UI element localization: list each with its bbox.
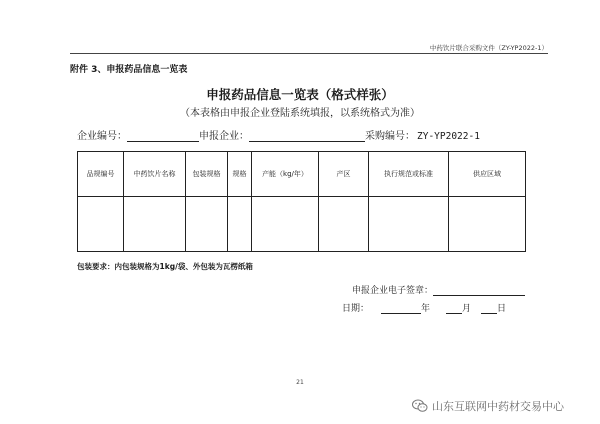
purchase-no-value: ZY-YP2022-1 bbox=[417, 131, 480, 142]
table-cell[interactable] bbox=[124, 197, 186, 252]
signature-label: 申报企业电子签章： bbox=[352, 286, 434, 296]
column-header: 规格 bbox=[228, 152, 252, 197]
watermark bbox=[412, 398, 564, 414]
page-number: 21 bbox=[296, 379, 304, 386]
column-header: 中药饮片名称 bbox=[124, 152, 186, 197]
month-label: 月 bbox=[462, 304, 472, 314]
purchase-no-label: 采购编号： bbox=[365, 131, 415, 142]
date-row bbox=[342, 301, 506, 314]
month-field[interactable] bbox=[446, 302, 462, 314]
table-header-row bbox=[78, 152, 526, 197]
company-field[interactable] bbox=[249, 130, 365, 142]
table-cell[interactable] bbox=[186, 197, 228, 252]
table-cell[interactable] bbox=[252, 197, 319, 252]
column-header: 包装规格 bbox=[186, 152, 228, 197]
column-header: 品规编号 bbox=[78, 152, 124, 197]
table-cell[interactable] bbox=[449, 197, 526, 252]
drug-info-table bbox=[77, 151, 526, 252]
form-fields-row bbox=[77, 127, 480, 142]
wechat-icon bbox=[412, 399, 428, 413]
watermark-text: 山东互联网中药材交易中心 bbox=[432, 400, 564, 413]
year-field[interactable] bbox=[381, 302, 421, 314]
column-header: 产区 bbox=[319, 152, 369, 197]
day-label: 日 bbox=[497, 304, 507, 314]
company-label: 申报企业： bbox=[199, 131, 249, 142]
day-field[interactable] bbox=[481, 302, 497, 314]
signature-field[interactable] bbox=[433, 284, 525, 296]
column-header: 执行规范或标准 bbox=[369, 152, 449, 197]
table-cell[interactable] bbox=[319, 197, 369, 252]
document-header-label: 中药饮片联合采购文件（ZY-YP2022-1） bbox=[429, 44, 548, 52]
packaging-note: 包装要求：内包装规格为1kg/袋、外包装为瓦楞纸箱 bbox=[77, 262, 253, 271]
page-subtitle: （本表格由申报企业登陆系统填报，以系统格式为准） bbox=[180, 108, 420, 119]
column-header: 供应区域 bbox=[449, 152, 526, 197]
date-label: 日期： bbox=[342, 304, 370, 314]
signature-row bbox=[352, 283, 525, 296]
column-header: 产能（kg/年） bbox=[252, 152, 319, 197]
table-row bbox=[78, 197, 526, 252]
page-title: 申报药品信息一览表（格式样张） bbox=[206, 87, 394, 102]
table-cell[interactable] bbox=[78, 197, 124, 252]
company-no-field[interactable] bbox=[127, 130, 199, 142]
table-cell[interactable] bbox=[369, 197, 449, 252]
year-label: 年 bbox=[421, 304, 431, 314]
company-no-label: 企业编号： bbox=[77, 131, 127, 142]
table-cell[interactable] bbox=[228, 197, 252, 252]
attachment-heading: 附件 3、申报药品信息一览表 bbox=[70, 65, 188, 75]
header-divider bbox=[70, 53, 548, 54]
